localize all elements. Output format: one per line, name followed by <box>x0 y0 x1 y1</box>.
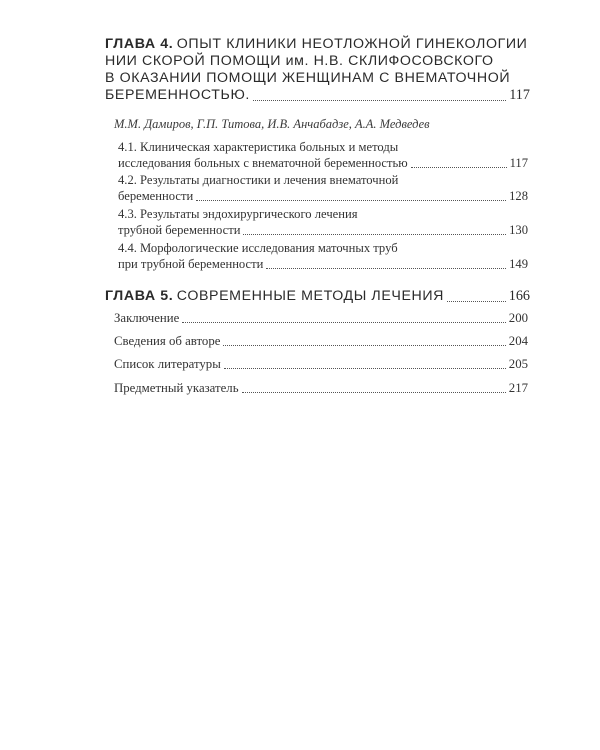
section-4-4 <box>118 241 528 272</box>
section-title-line-2: беременности <box>118 188 194 203</box>
chapter-4-title-line-4: БЕРЕМЕННОСТЬЮ. <box>105 87 250 103</box>
dot-leader <box>266 268 506 269</box>
section-page-number: 149 <box>509 256 528 271</box>
dot-leader <box>224 368 506 369</box>
entry-page-number: 204 <box>508 334 528 348</box>
entry-title: Заключение <box>114 311 180 325</box>
section-4-3 <box>118 207 528 238</box>
chapter-5-title: СОВРЕМЕННЫЕ МЕТОДЫ ЛЕЧЕНИЯ <box>176 288 445 304</box>
chapter-4-label: ГЛАВА 4. <box>105 36 174 52</box>
section-title-line-2: трубной беременности <box>118 222 241 237</box>
section-page-number: 130 <box>509 222 528 237</box>
dot-leader <box>223 345 505 346</box>
section-title-line-2: исследования больных с внематочной беременностью <box>118 155 408 170</box>
entry-page-number: 217 <box>508 381 528 395</box>
section-4-1 <box>118 140 528 171</box>
toc-entry-references <box>114 356 528 372</box>
entry-title: Список литературы <box>114 357 221 371</box>
section-title-line-1: 4.2. Результаты диагностики и лечения внематочной <box>118 173 399 187</box>
toc-entry-subject-index <box>114 380 528 396</box>
section-page-number: 128 <box>509 188 528 203</box>
dot-leader <box>411 167 507 168</box>
entry-title: Сведения об авторе <box>114 334 221 348</box>
dot-leader <box>196 200 506 201</box>
chapter-5-heading <box>105 288 530 305</box>
dot-leader <box>447 301 506 302</box>
chapter-4-title-line-1: ОПЫТ КЛИНИКИ НЕОТЛОЖНОЙ ГИНЕКОЛОГИИ <box>176 36 528 52</box>
section-title-line-1: 4.3. Результаты эндохирургического лечения <box>118 207 358 221</box>
section-page-number: 117 <box>509 155 528 170</box>
entry-title: Предметный указатель <box>114 381 239 395</box>
chapter-5-page-number: 166 <box>508 288 530 304</box>
dot-leader <box>253 100 506 101</box>
toc-entry-conclusion <box>114 310 528 326</box>
section-title-line-1: 4.1. Клиническая характеристика больных и методы <box>118 140 399 154</box>
chapter-4-heading <box>105 36 530 104</box>
dot-leader <box>242 392 506 393</box>
chapter-4-page-number: 117 <box>509 87 530 103</box>
entry-page-number: 205 <box>508 357 528 371</box>
entry-page-number: 200 <box>508 311 528 325</box>
chapter-4-title-line-2: НИИ СКОРОЙ ПОМОЩИ им. Н.В. СКЛИФОСОВСКОГО <box>105 53 494 69</box>
toc-entry-about-author <box>114 333 528 349</box>
section-title-line-2: при трубной беременности <box>118 256 264 271</box>
chapter-4-title-line-3: В ОКАЗАНИИ ПОМОЩИ ЖЕНЩИНАМ С ВНЕМАТОЧНОЙ <box>105 70 511 86</box>
section-title-line-1: 4.4. Морфологические исследования маточных труб <box>118 241 398 255</box>
chapter-5-label: ГЛАВА 5. <box>105 288 174 304</box>
dot-leader <box>243 234 506 235</box>
dot-leader <box>182 322 506 323</box>
chapter-4-authors: М.М. Дамиров, Г.П. Титова, И.В. Анчабадзе, А.А. Медведев <box>114 117 430 131</box>
section-4-2 <box>118 173 528 204</box>
